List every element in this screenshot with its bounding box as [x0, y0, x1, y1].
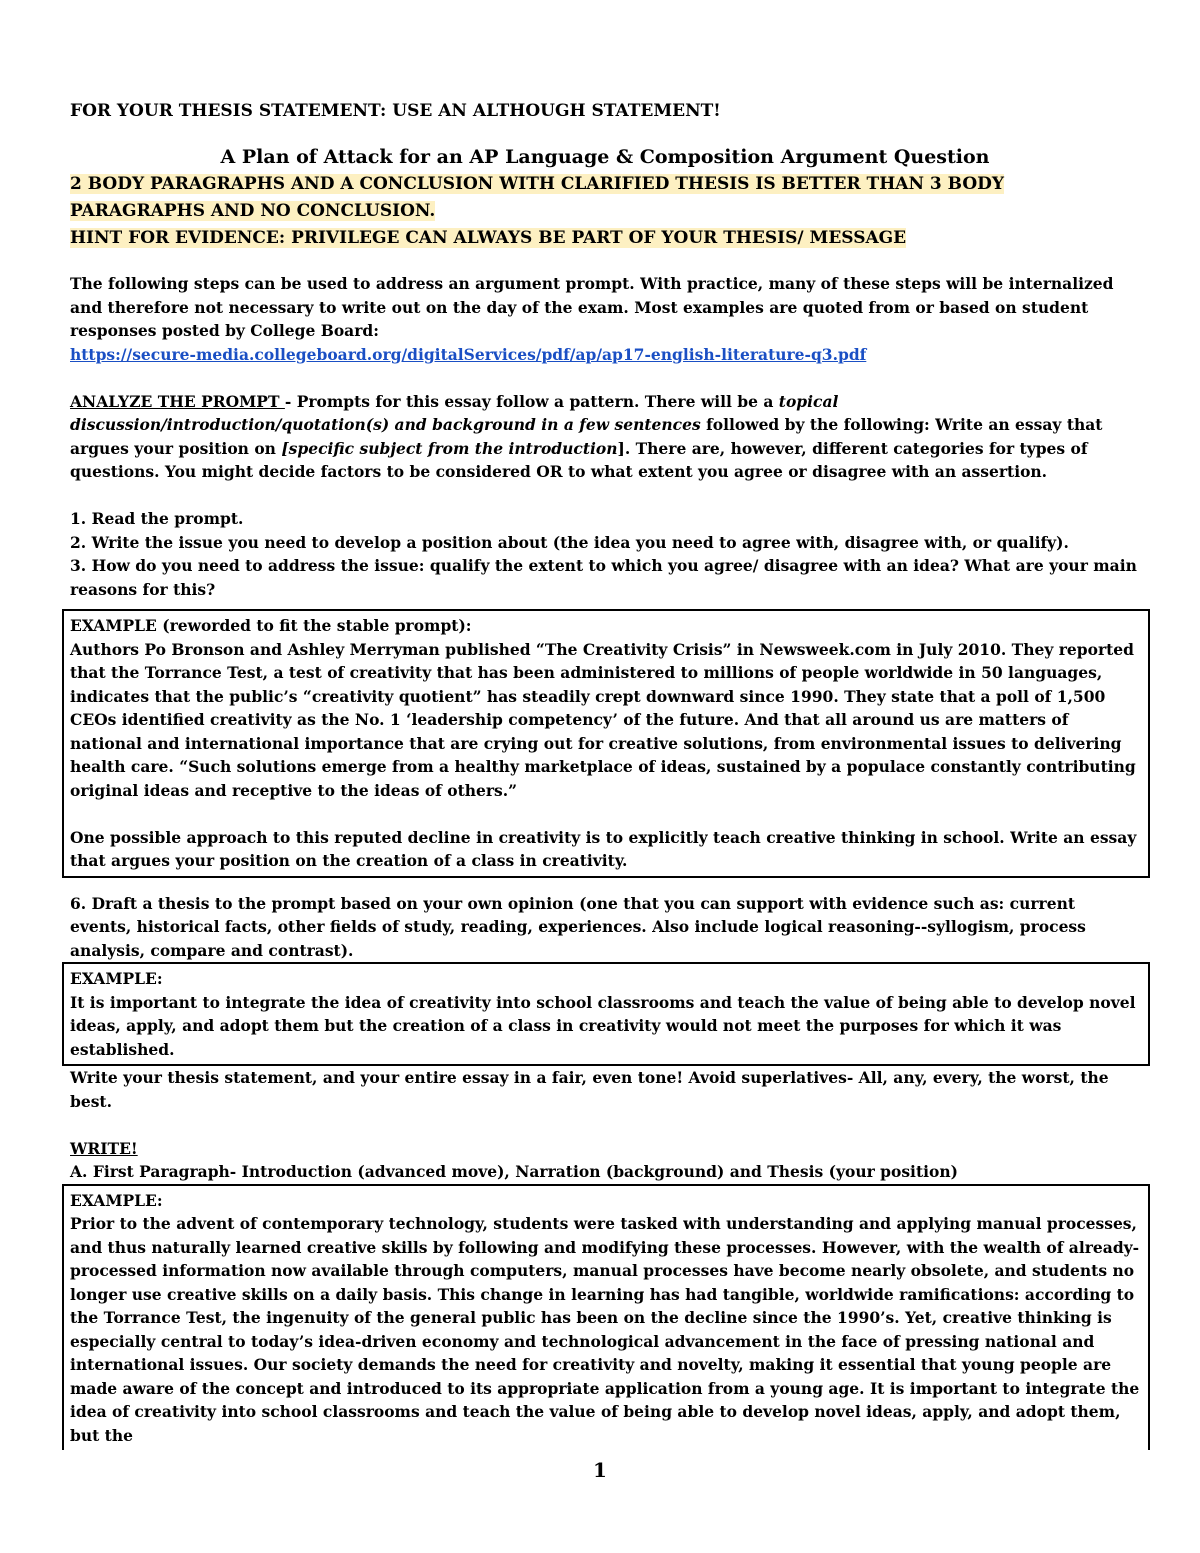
step-6: 6. Draft a thesis to the prompt based on your own opinion (one that you can support with evidence such as: current events, historical facts, other fields of study, reading, experiences. Also include logical reasoning--syllogism, process analysis, compare and contrast).: [70, 893, 1086, 960]
analyze-text-1: - Prompts for this essay follow a pattern. There will be a: [284, 391, 779, 411]
write-heading: WRITE!: [70, 1138, 138, 1158]
thesis-example-label: EXAMPLE:: [70, 969, 163, 988]
thesis-instruction: FOR YOUR THESIS STATEMENT: USE AN ALTHOUGH STATEMENT!: [70, 101, 721, 121]
analyze-prompt-section: [70, 390, 1140, 484]
example-prompt-paragraph-2: One possible approach to this reputed decline in creativity is to explicitly teach creative thinking in school. Write an essay that argues your position on the creation of a class in creativity.: [70, 827, 1137, 870]
evidence-hint: HINT FOR EVIDENCE: PRIVILEGE CAN ALWAYS BE PART OF YOUR THESIS/ MESSAGE: [70, 228, 907, 248]
college-board-link[interactable]: https://secure-media.collegeboard.org/digitalServices/pdf/ap/ap17-english-literature-q3.pdf: [70, 344, 867, 364]
body-paragraph-note: 2 BODY PARAGRAPHS AND A CONCLUSION WITH CLARIFIED THESIS IS BETTER THAN 3 BODY PARAGRAPHS AND NO CONCLUSION.: [70, 174, 1005, 221]
list-item: 2. Write the issue you need to develop a position about (the idea you need to agree with, disagree with, or qualify).: [70, 532, 1069, 552]
page-title: A Plan of Attack for an AP Language & Composition Argument Question: [220, 145, 990, 168]
list-item: 3. How do you need to address the issue: qualify the extent to which you agree/ disagree with an idea? What are your main reasons for this?: [70, 556, 1137, 599]
intro-example-box: [62, 1184, 1150, 1451]
example-prompt-label: EXAMPLE (reworded to fit the stable prompt):: [70, 616, 472, 635]
thesis-example-text: It is important to integrate the idea of creativity into school classrooms and teach the value of being able to develop novel ideas, apply, and adopt them but the creation of a class in creativity would not meet the purposes for which it was established.: [70, 992, 1136, 1059]
intro-example-text: Prior to the advent of contemporary technology, students were tasked with understanding and applying manual processes, and thus naturally learned creative skills by following and modifying these processes. However, with the wealth of already-processed information now available through computers, manual processes have become nearly obsolete, and students no longer use creative skills on a daily basis. This change in learning has had tangible, worldwide ramifications: according to the Torrance Test, the ingenuity of the general public has been on the decline since the 1990’s. Yet, creative thinking is especially central to today’s idea-driven economy and technological advancement in the face of pressing national and international issues. Our society demands the need for creativity and novelty, making it essential that young people are made aware of the concept and introduced to its appropriate application from a young age. It is important to integrate the idea of creativity into school classrooms and teach the value of being able to develop novel ideas, apply, and adopt them, but the: [70, 1214, 1140, 1445]
analyze-italic-2: [specific subject from the introduction: [281, 438, 618, 458]
page-number: 1: [593, 1458, 607, 1482]
intro-paragraph: [70, 272, 1140, 366]
document-page: [70, 100, 1140, 1450]
example-prompt-box: [62, 609, 1150, 878]
analyze-prompt-heading: ANALYZE THE PROMPT: [70, 391, 285, 411]
analyze-text-2: followed by the following: Write an essay that argues your position on: [70, 415, 1103, 458]
example-prompt-paragraph-1: Authors Po Bronson and Ashley Merryman published “The Creativity Crisis” in Newsweek.com in July 2010. They reported that the Torrance Test, a test of creativity that has been administered to millions of people worldwide in 50 languages, indicates that the public’s “creativity quotient” has steadily crept downward since 1990. They state that a poll of 1,500 CEOs identified creativity as the No. 1 ‘leadership competency’ of the future. And that all around us are matters of national and international importance that are crying out for creative solutions, from environmental issues to delivering health care. “Such solutions emerge from a healthy marketplace of ideas, sustained by a populace constantly contributing original ideas and receptive to the ideas of others.”: [70, 639, 1136, 800]
thesis-example-box: [62, 962, 1150, 1066]
steps-list: [70, 507, 1140, 601]
analyze-italic-1: topical discussion/introduction/quotation(s) and background in a few sentences: [70, 391, 839, 434]
list-item: 1. Read the prompt.: [70, 509, 244, 528]
intro-example-label: EXAMPLE:: [70, 1190, 163, 1210]
intro-text: The following steps can be used to address an argument prompt. With practice, many of these steps will be internalized and therefore not necessary to write out on the day of the exam. Most examples are quoted from or based on student responses posted by College Board:: [70, 274, 1114, 340]
tone-note: Write your thesis statement, and your entire essay in a fair, even tone! Avoid superlatives- All, any, every, the worst, the best.: [70, 1068, 1109, 1111]
analyze-text-3: ]. There are, however, different categories for types of questions. You might decide factors to be considered OR to what extent you agree or disagree with an assertion.: [70, 438, 1088, 481]
first-paragraph-instruction: A. First Paragraph- Introduction (advanced move), Narration (background) and Thesis (your position): [70, 1162, 958, 1181]
highlight-notes: [70, 171, 1140, 252]
